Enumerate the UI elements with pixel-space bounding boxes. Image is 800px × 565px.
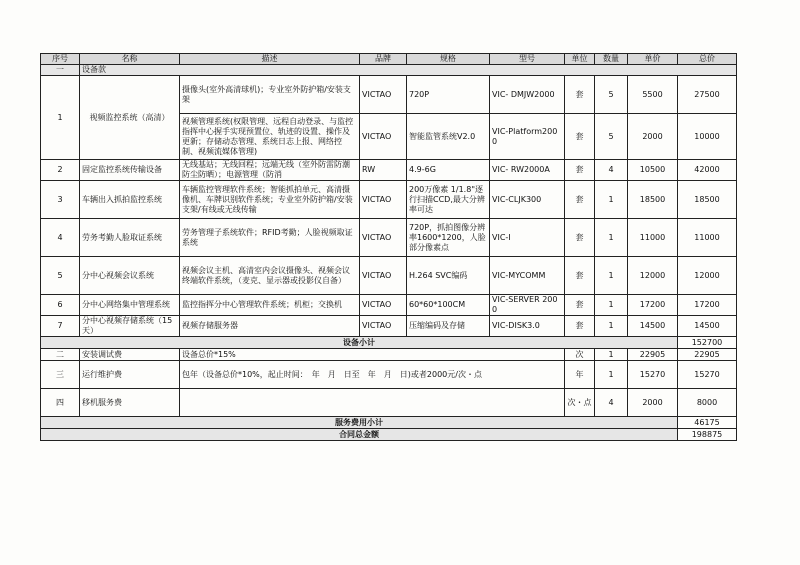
equipment-subtotal-row (41, 337, 737, 349)
row-price: 18500 (628, 181, 678, 219)
service-desc: 包年（设备总价*10%，起止时间： 年 月 日至 年 月 日)或者2000元/次・点 (180, 361, 565, 389)
row-no: 3 (41, 181, 80, 219)
col-header-name: 名称 (80, 54, 180, 65)
row-name: 分中心视频存储系统（15天） (80, 316, 180, 337)
row-price: 12000 (628, 257, 678, 295)
row-unit: 套 (565, 316, 595, 337)
contract-total-value: 198875 (678, 429, 737, 441)
row-name: 分中心视频会议系统 (80, 257, 180, 295)
table-row (41, 257, 737, 295)
row-qty: 1 (595, 219, 628, 257)
service-price: 2000 (628, 389, 678, 417)
row-qty: 5 (595, 76, 628, 114)
row-qty: 1 (595, 181, 628, 219)
row-model: VIC-I (490, 219, 565, 257)
row-no: 7 (41, 316, 80, 337)
row-no: 1 (41, 76, 80, 160)
row-price: 10500 (628, 160, 678, 181)
row-desc: 监控指挥分中心管理软件系统；机柜；交换机 (180, 295, 360, 316)
row-name: 分中心网络集中管理系统 (80, 295, 180, 316)
service-name: 安装调试费 (80, 349, 180, 361)
row-name: 视频监控系统（高清） (80, 76, 180, 160)
section-row (41, 65, 737, 76)
service-price: 22905 (628, 349, 678, 361)
row-spec: 60*60*100CM (407, 295, 490, 316)
row-qty: 5 (595, 114, 628, 160)
table-row (41, 76, 737, 114)
service-desc: 设备总价*15% (180, 349, 565, 361)
col-header-spec: 规格 (407, 54, 490, 65)
row-total: 14500 (678, 316, 737, 337)
table-row (41, 160, 737, 181)
row-brand: VICTAO (360, 257, 407, 295)
row-unit: 套 (565, 219, 595, 257)
equipment-subtotal-label: 设备小计 (41, 337, 678, 349)
row-qty: 1 (595, 295, 628, 316)
row-model: VIC-CLJK300 (490, 181, 565, 219)
row-price: 2000 (628, 114, 678, 160)
row-brand: VICTAO (360, 219, 407, 257)
table-row (41, 295, 737, 316)
service-desc (180, 389, 565, 417)
row-model: VIC-Platform2000 (490, 114, 565, 160)
service-name: 移机服务费 (80, 389, 180, 417)
row-spec: 720P (407, 76, 490, 114)
row-brand: VICTAO (360, 295, 407, 316)
row-unit: 套 (565, 160, 595, 181)
service-no: 二 (41, 349, 80, 361)
row-desc: 车辆监控管理软件系统；智能抓拍单元、高清摄像机、车牌识别软件系统；专业室外防护箱/安装支架/有线或无线传输 (180, 181, 360, 219)
service-subtotal-value: 46175 (678, 417, 737, 429)
row-qty: 1 (595, 316, 628, 337)
row-unit: 套 (565, 257, 595, 295)
row-unit: 套 (565, 295, 595, 316)
service-no: 四 (41, 389, 80, 417)
service-row (41, 349, 737, 361)
service-qty: 1 (595, 361, 628, 389)
header-row (41, 54, 737, 65)
service-subtotal-row (41, 417, 737, 429)
row-spec: 智能监管系统V2.0 (407, 114, 490, 160)
service-name: 运行维护费 (80, 361, 180, 389)
row-name: 固定监控系统传输设备 (80, 160, 180, 181)
service-unit: 次・点 (565, 389, 595, 417)
row-brand: RW (360, 160, 407, 181)
row-unit: 套 (565, 76, 595, 114)
row-price: 17200 (628, 295, 678, 316)
row-no: 5 (41, 257, 80, 295)
row-spec: 720P，抓拍图像分辨率1600*1200，人脸部分像素点 (407, 219, 490, 257)
service-total: 8000 (678, 389, 737, 417)
row-brand: VICTAO (360, 181, 407, 219)
row-spec: H.264 SVC编码 (407, 257, 490, 295)
row-unit: 套 (565, 181, 595, 219)
row-spec: 200万像素 1/1.8"逐行扫描CCD,最大分辨率可达 (407, 181, 490, 219)
service-subtotal-label: 服务费用小计 (41, 417, 678, 429)
quotation-table (40, 53, 737, 441)
row-desc: 视频管理系统(权限管理、远程自动登录、与监控指挥中心握手实现预置位、轨迹的设置、操作及更新；存储动态管理、系统日志上报、网络控制、视频流媒体管理) (180, 114, 360, 160)
row-spec: 4.9-6G (407, 160, 490, 181)
service-row (41, 389, 737, 417)
service-total: 15270 (678, 361, 737, 389)
row-total: 10000 (678, 114, 737, 160)
row-qty: 4 (595, 160, 628, 181)
row-total: 17200 (678, 295, 737, 316)
service-no: 三 (41, 361, 80, 389)
row-name: 车辆出入抓拍监控系统 (80, 181, 180, 219)
row-desc: 无线基站；无线回程；远端无线（室外防雷防潮防尘防晒）；电源管理（防消 (180, 160, 360, 181)
table-row (41, 219, 737, 257)
row-no: 6 (41, 295, 80, 316)
row-brand: VICTAO (360, 114, 407, 160)
contract-total-label: 合同总金额 (41, 429, 678, 441)
row-price: 5500 (628, 76, 678, 114)
service-qty: 4 (595, 389, 628, 417)
service-total: 22905 (678, 349, 737, 361)
table-row (41, 316, 737, 337)
row-total: 12000 (678, 257, 737, 295)
col-header-model: 型号 (490, 54, 565, 65)
row-price: 14500 (628, 316, 678, 337)
row-total: 11000 (678, 219, 737, 257)
service-row (41, 361, 737, 389)
row-qty: 1 (595, 257, 628, 295)
row-total: 42000 (678, 160, 737, 181)
col-header-qty: 数量 (595, 54, 628, 65)
section-title: 设备款 (80, 65, 737, 76)
equipment-subtotal-value: 152700 (678, 337, 737, 349)
row-total: 27500 (678, 76, 737, 114)
row-model: VIC- RW2000A (490, 160, 565, 181)
row-model: VIC-SERVER 2000 (490, 295, 565, 316)
row-brand: VICTAO (360, 76, 407, 114)
row-total: 18500 (678, 181, 737, 219)
row-name: 劳务考勤人脸取证系统 (80, 219, 180, 257)
section-no: 一 (41, 65, 80, 76)
row-no: 2 (41, 160, 80, 181)
row-price: 11000 (628, 219, 678, 257)
service-price: 15270 (628, 361, 678, 389)
col-header-total: 总价 (678, 54, 737, 65)
row-brand: VICTAO (360, 316, 407, 337)
contract-total-row (41, 429, 737, 441)
row-spec: 压缩编码及存储 (407, 316, 490, 337)
table-row (41, 181, 737, 219)
col-header-no: 序号 (41, 54, 80, 65)
col-header-unit: 单位 (565, 54, 595, 65)
row-model: VIC-MYCOMM (490, 257, 565, 295)
service-qty: 1 (595, 349, 628, 361)
col-header-price: 单价 (628, 54, 678, 65)
row-no: 4 (41, 219, 80, 257)
col-header-desc: 描述 (180, 54, 360, 65)
row-desc: 视频存储服务器 (180, 316, 360, 337)
row-desc: 摄像头(室外高清球机)；专业室外防护箱/安装支架 (180, 76, 360, 114)
row-desc: 视频会议主机、高清室内会议摄像头、视频会议终端软件系统，（麦克、显示器或投影仪自备） (180, 257, 360, 295)
service-unit: 次 (565, 349, 595, 361)
row-model: VIC- DMJW2000 (490, 76, 565, 114)
row-desc: 劳务管理子系统软件；RFID考勤；人脸视频取证系统 (180, 219, 360, 257)
service-unit: 年 (565, 361, 595, 389)
col-header-brand: 品牌 (360, 54, 407, 65)
row-unit: 套 (565, 114, 595, 160)
row-model: VIC-DISK3.0 (490, 316, 565, 337)
